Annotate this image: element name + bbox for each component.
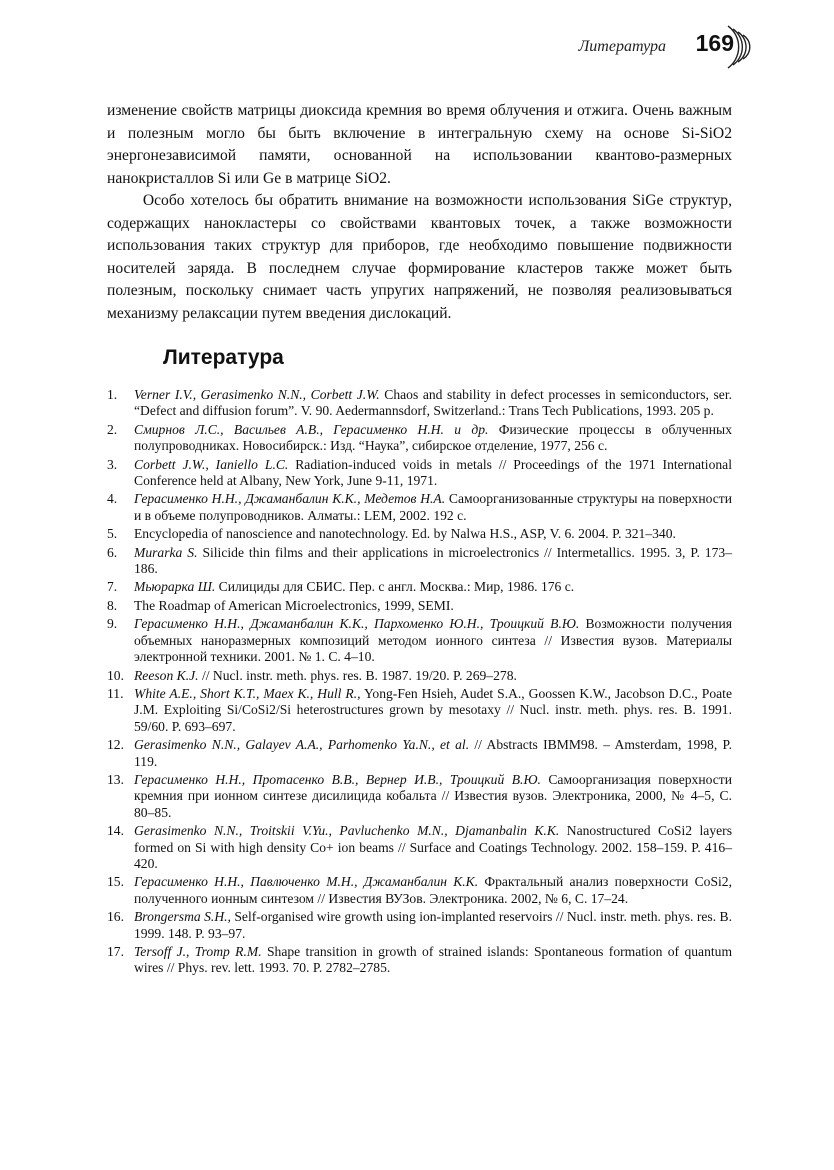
reference-number: 6. <box>107 544 118 560</box>
reference-text <box>134 772 732 821</box>
reference-text <box>134 422 732 455</box>
reference-text <box>134 944 732 977</box>
reference-authors: White A.E., Short K.T., Maex K., Hull R., <box>134 685 361 701</box>
reference-item <box>107 422 732 455</box>
reference-number: 16. <box>107 909 124 925</box>
body-text <box>107 100 732 325</box>
reference-body: Физические процессы в облученных полупроводниках. Новосибирск.: Изд. “Наука”, сибирское отделение, 1977, 256 с. <box>134 421 732 454</box>
reference-body: Self-organised wire growth using ion-implanted reservoirs // Nucl. instr. meth. phys. res. B. 1999. 148. P. 93–97. <box>134 909 732 941</box>
reference-body: Самоорганизованные структуры на поверхности и в объеме полупроводников. Алматы.: LEM, 2002. 192 с. <box>134 491 732 523</box>
reference-number: 12. <box>107 737 124 753</box>
reference-number: 5. <box>107 526 118 542</box>
reference-body: Shape transition in growth of strained islands: Spontaneous formation of quantum wires // Phys. rev. lett. 1993. 70. P. 2782–2785. <box>134 944 733 976</box>
reference-number: 17. <box>107 944 124 959</box>
reference-text <box>134 668 732 684</box>
reference-item <box>107 668 732 684</box>
reference-body: Yong-Fen Hsieh, Audet S.A., Goossen K.W., Jacobson D.C., Poate J.M. Exploiting Si/CoSi2/Si heterostructures grown by mesotaxy // Nucl. instr. meth. phys. res. B. 1991. 59/60. P. 693–697. <box>134 685 732 734</box>
reference-item <box>107 579 732 595</box>
reference-body: Nanostructured CoSi2 layers formed on Si with high density Co+ ion beams // Surface and Coatings Technology. 2002. 158–159. P. 416–420. <box>134 823 732 871</box>
reference-body: Силициды для СБИС. Пер. с англ. Москва.: Мир, 1986. 176 с. <box>215 579 575 595</box>
reference-item <box>107 772 732 821</box>
reference-body: Самоорганизация поверхности кремния при ионном синтезе дисилицида кобальта // Известия вузов. Электроника, 2000, № 4–5, С. 80–85. <box>134 771 732 820</box>
reference-authors: Герасименко Н.Н., Протасенко В.В., Вернер И.В., Троицкий В.Ю. <box>134 771 541 787</box>
reference-authors: Мьюрарка Ш. <box>134 579 216 595</box>
reference-authors: Герасименко Н.Н., Джаманбалин К.К., Медетов Н.А. <box>134 491 446 507</box>
reference-item <box>107 686 732 735</box>
reference-authors: Смирнов Л.С., Васильев А.В., Герасименко Н.Н. и др. <box>134 421 489 437</box>
reference-item <box>107 491 732 524</box>
reference-text <box>134 457 732 490</box>
reference-list <box>107 387 732 979</box>
reference-number: 8. <box>107 597 118 613</box>
reference-text <box>134 909 732 942</box>
reference-authors: Gerasimenko N.N., Troitskii V.Yu., Pavluchenko M.N., Djamanbalin K.K. <box>134 823 560 839</box>
reference-authors: Герасименко Н.Н., Джаманбалин К.К., Пархоменко Ю.Н., Троицкий В.Ю. <box>134 616 580 632</box>
reference-item <box>107 526 732 542</box>
reference-text <box>134 579 732 595</box>
reference-body: Возможности получения объемных наноразмерных композиций методом ионного синтеза // Известия вузов. Материалы электронной техники. 2001. № 1. С. 4–10. <box>134 616 732 665</box>
reference-item <box>107 598 732 614</box>
reference-body: Radiation-induced voids in metals // Proceedings of the 1971 International Conference held at Albany, New York, June 9-11, 1971. <box>134 456 732 489</box>
reference-body: Encyclopedia of nanoscience and nanotechnology. Ed. by Nalwa H.S., ASP, V. 6. 2004. P. 321–340. <box>134 526 676 542</box>
reference-text <box>134 874 732 907</box>
reference-number: 10. <box>107 667 124 683</box>
reference-number: 11. <box>107 685 124 701</box>
reference-body: Фрактальный анализ поверхности CoSi2, полученного ионным синтезом // Известия ВУЗов. Электроника. 2002, № 6, С. 17–24. <box>134 874 732 906</box>
reference-item <box>107 823 732 872</box>
reference-text <box>134 598 732 614</box>
reference-authors: Герасименко Н.Н., Павлюченко М.Н., Джаманбалин К.К. <box>134 874 479 890</box>
reference-text <box>134 686 732 735</box>
reference-item <box>107 874 732 907</box>
reference-text <box>134 737 732 770</box>
reference-number: 3. <box>107 456 118 472</box>
reference-item <box>107 737 732 770</box>
reference-text <box>134 823 732 872</box>
reference-body: // Abstracts IBMM98. – Amsterdam, 1998, P. 119. <box>134 737 732 769</box>
section-heading: Литература <box>163 346 284 369</box>
page-header <box>0 0 834 80</box>
reference-number: 15. <box>107 874 124 890</box>
reference-body: // Nucl. instr. meth. phys. res. B. 1987. 19/20. P. 269–278. <box>198 667 517 683</box>
reference-authors: Corbett J.W., Ianiello L.C. <box>134 456 289 472</box>
reference-number: 2. <box>107 421 118 437</box>
reference-authors: Murarka S. <box>134 544 198 560</box>
reference-body: The Roadmap of American Microelectronics, 1999, SEMI. <box>134 597 454 613</box>
reference-number: 13. <box>107 771 124 787</box>
reference-text <box>134 491 732 524</box>
page-number: 169 <box>695 30 734 56</box>
reference-item <box>107 387 732 420</box>
reference-authors: Reeson K.J. <box>134 667 199 683</box>
running-title: Литература <box>578 38 666 55</box>
body-paragraph: Особо хотелось бы обратить внимание на возможности использования SiGe структур, содержащих нанокластеры со свойствами квантовых точек, а также возможности использования таких структур для приборов, где необходимо повышение подвижности носителей заряда. В последнем случае формирование кластеров также может быть полезным, поскольку снимает часть упругих напряжений, не позволяя реализовываться механизму релаксации путем введения дислокаций. <box>107 192 732 322</box>
reference-number: 7. <box>107 579 118 595</box>
reference-body: Silicide thin films and their applications in microelectronics // Intermetallics. 1995. 3, P. 173–186. <box>134 544 732 577</box>
reference-number: 14. <box>107 823 124 839</box>
page-number-arcs-icon <box>714 18 764 73</box>
reference-authors: Verner I.V., Gerasimenko N.N., Corbett J.W. <box>134 387 380 402</box>
reference-item <box>107 909 732 942</box>
reference-authors: Gerasimenko N.N., Galayev A.A., Parhomenko Ya.N., et al. <box>134 737 470 753</box>
reference-text <box>134 387 732 420</box>
body-paragraph: изменение свойств матрицы диоксида кремния во время облучения и отжига. Очень важным и полезным могло бы быть включение в интегральную схему на основе Si-SiO2 энергонезависимой памяти, основанной на использовании квантово-размерных нанокристаллов Si или Ge в матрице SiO2. <box>107 102 732 187</box>
reference-authors: Brongersma S.H., <box>134 909 231 925</box>
reference-number: 1. <box>107 387 118 402</box>
reference-text <box>134 616 732 665</box>
reference-item <box>107 944 732 977</box>
reference-body: Chaos and stability in defect processes in semiconductors, ser. “Defect and diffusion forum”. V. 90. Aedermannsdorf, Switzerland.: Trans Tech Publications, 1993. 205 p. <box>134 387 733 419</box>
reference-authors: Tersoff J., Tromp R.M. <box>134 944 262 959</box>
reference-number: 9. <box>107 616 118 632</box>
reference-item <box>107 545 732 578</box>
reference-text <box>134 526 732 542</box>
reference-item <box>107 457 732 490</box>
reference-number: 4. <box>107 491 118 507</box>
reference-item <box>107 616 732 665</box>
reference-text <box>134 545 732 578</box>
